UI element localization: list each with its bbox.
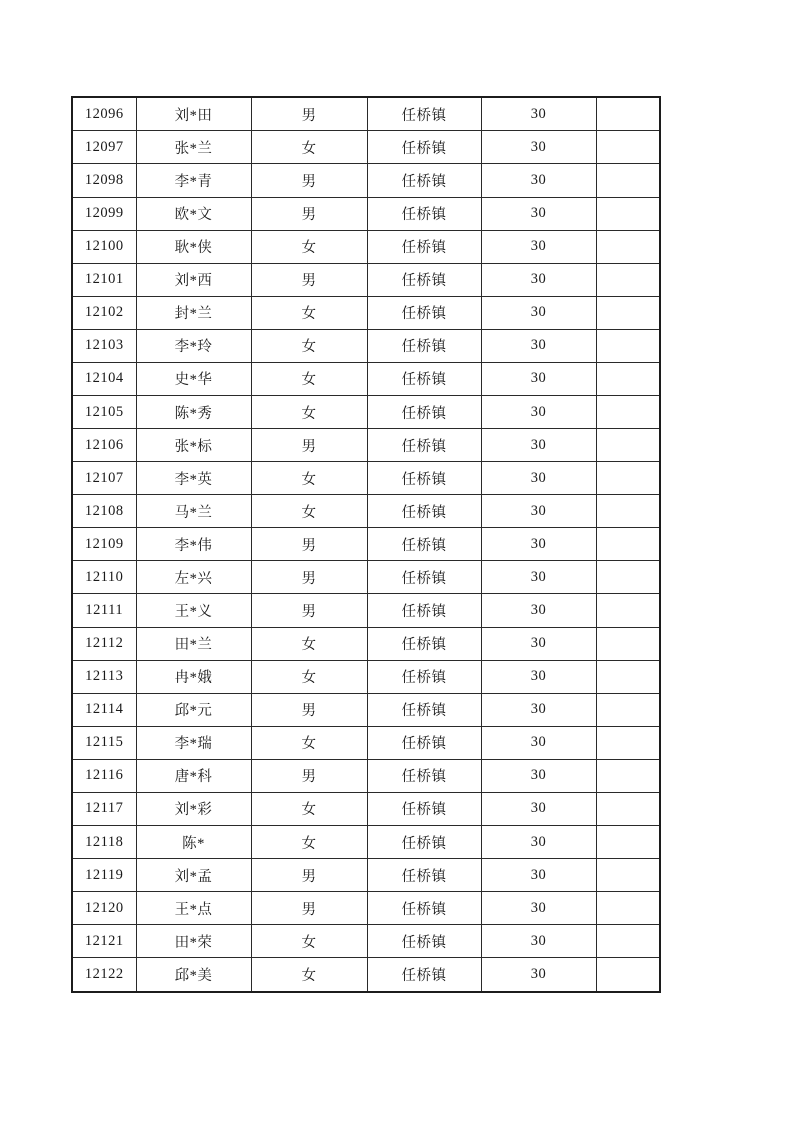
cell-name: 邱*美 — [136, 958, 251, 992]
table-row — [72, 627, 660, 660]
table-row — [72, 958, 660, 992]
cell-town: 任桥镇 — [367, 958, 481, 992]
cell-gender: 女 — [251, 362, 367, 395]
cell-name: 张*兰 — [136, 131, 251, 164]
cell-town: 任桥镇 — [367, 462, 481, 495]
cell-name: 史*华 — [136, 362, 251, 395]
cell-name: 田*兰 — [136, 627, 251, 660]
cell-blank — [596, 329, 660, 362]
table-row — [72, 495, 660, 528]
cell-id: 12108 — [72, 495, 136, 528]
cell-blank — [596, 197, 660, 230]
cell-blank — [596, 131, 660, 164]
cell-id: 12120 — [72, 892, 136, 925]
table-row — [72, 164, 660, 197]
cell-gender: 女 — [251, 296, 367, 329]
table-row — [72, 263, 660, 296]
cell-id: 12113 — [72, 660, 136, 693]
cell-blank — [596, 693, 660, 726]
cell-town: 任桥镇 — [367, 230, 481, 263]
table-row — [72, 230, 660, 263]
cell-town: 任桥镇 — [367, 925, 481, 958]
cell-town: 任桥镇 — [367, 495, 481, 528]
cell-town: 任桥镇 — [367, 859, 481, 892]
cell-blank — [596, 660, 660, 693]
cell-gender: 女 — [251, 660, 367, 693]
cell-gender: 女 — [251, 230, 367, 263]
table-row — [72, 561, 660, 594]
cell-gender: 女 — [251, 726, 367, 759]
cell-name: 李*英 — [136, 462, 251, 495]
cell-id: 12099 — [72, 197, 136, 230]
cell-blank — [596, 296, 660, 329]
cell-id: 12119 — [72, 859, 136, 892]
table-row — [72, 594, 660, 627]
cell-town: 任桥镇 — [367, 792, 481, 825]
cell-value: 30 — [481, 97, 596, 131]
cell-value: 30 — [481, 627, 596, 660]
cell-name: 王*点 — [136, 892, 251, 925]
cell-id: 12122 — [72, 958, 136, 992]
cell-blank — [596, 528, 660, 561]
cell-town: 任桥镇 — [367, 362, 481, 395]
cell-gender: 女 — [251, 958, 367, 992]
cell-value: 30 — [481, 726, 596, 759]
cell-blank — [596, 792, 660, 825]
cell-name: 耿*侠 — [136, 230, 251, 263]
cell-gender: 女 — [251, 792, 367, 825]
cell-town: 任桥镇 — [367, 759, 481, 792]
cell-town: 任桥镇 — [367, 197, 481, 230]
table-row — [72, 329, 660, 362]
cell-value: 30 — [481, 792, 596, 825]
table-row — [72, 296, 660, 329]
cell-value: 30 — [481, 495, 596, 528]
cell-blank — [596, 759, 660, 792]
cell-id: 12102 — [72, 296, 136, 329]
table-row — [72, 395, 660, 428]
cell-gender: 女 — [251, 495, 367, 528]
cell-town: 任桥镇 — [367, 164, 481, 197]
cell-value: 30 — [481, 594, 596, 627]
cell-blank — [596, 395, 660, 428]
cell-blank — [596, 958, 660, 992]
cell-value: 30 — [481, 825, 596, 858]
cell-town: 任桥镇 — [367, 329, 481, 362]
cell-name: 张*标 — [136, 429, 251, 462]
table-row — [72, 362, 660, 395]
cell-gender: 男 — [251, 528, 367, 561]
cell-gender: 女 — [251, 825, 367, 858]
cell-gender: 女 — [251, 131, 367, 164]
cell-blank — [596, 462, 660, 495]
table-row — [72, 726, 660, 759]
cell-value: 30 — [481, 958, 596, 992]
cell-id: 12106 — [72, 429, 136, 462]
cell-town: 任桥镇 — [367, 429, 481, 462]
cell-name: 马*兰 — [136, 495, 251, 528]
cell-gender: 男 — [251, 164, 367, 197]
cell-id: 12098 — [72, 164, 136, 197]
table-row — [72, 429, 660, 462]
cell-id: 12116 — [72, 759, 136, 792]
cell-gender: 男 — [251, 561, 367, 594]
cell-value: 30 — [481, 197, 596, 230]
cell-town: 任桥镇 — [367, 693, 481, 726]
roster-table — [71, 96, 661, 993]
cell-name: 刘*孟 — [136, 859, 251, 892]
cell-name: 冉*娥 — [136, 660, 251, 693]
cell-town: 任桥镇 — [367, 561, 481, 594]
cell-town: 任桥镇 — [367, 97, 481, 131]
cell-value: 30 — [481, 859, 596, 892]
cell-id: 12103 — [72, 329, 136, 362]
cell-blank — [596, 561, 660, 594]
cell-gender: 男 — [251, 197, 367, 230]
cell-name: 王*义 — [136, 594, 251, 627]
cell-value: 30 — [481, 528, 596, 561]
cell-town: 任桥镇 — [367, 627, 481, 660]
cell-blank — [596, 362, 660, 395]
cell-value: 30 — [481, 329, 596, 362]
cell-id: 12111 — [72, 594, 136, 627]
cell-id: 12115 — [72, 726, 136, 759]
cell-name: 欧*文 — [136, 197, 251, 230]
table-row — [72, 197, 660, 230]
cell-gender: 男 — [251, 892, 367, 925]
cell-blank — [596, 925, 660, 958]
cell-gender: 女 — [251, 395, 367, 428]
cell-town: 任桥镇 — [367, 528, 481, 561]
cell-gender: 女 — [251, 925, 367, 958]
cell-value: 30 — [481, 759, 596, 792]
cell-blank — [596, 97, 660, 131]
cell-name: 李*青 — [136, 164, 251, 197]
cell-name: 刘*田 — [136, 97, 251, 131]
cell-blank — [596, 164, 660, 197]
cell-town: 任桥镇 — [367, 296, 481, 329]
cell-town: 任桥镇 — [367, 594, 481, 627]
cell-id: 12100 — [72, 230, 136, 263]
table-row — [72, 528, 660, 561]
cell-id: 12109 — [72, 528, 136, 561]
cell-gender: 女 — [251, 627, 367, 660]
table-row — [72, 825, 660, 858]
cell-value: 30 — [481, 164, 596, 197]
cell-blank — [596, 825, 660, 858]
cell-blank — [596, 263, 660, 296]
cell-name: 唐*科 — [136, 759, 251, 792]
table-row — [72, 925, 660, 958]
cell-blank — [596, 495, 660, 528]
cell-blank — [596, 429, 660, 462]
cell-value: 30 — [481, 693, 596, 726]
cell-blank — [596, 726, 660, 759]
table-row — [72, 792, 660, 825]
cell-gender: 男 — [251, 263, 367, 296]
cell-id: 12121 — [72, 925, 136, 958]
cell-id: 12107 — [72, 462, 136, 495]
cell-gender: 男 — [251, 429, 367, 462]
cell-id: 12105 — [72, 395, 136, 428]
cell-blank — [596, 230, 660, 263]
cell-value: 30 — [481, 660, 596, 693]
cell-blank — [596, 892, 660, 925]
cell-name: 封*兰 — [136, 296, 251, 329]
cell-gender: 男 — [251, 97, 367, 131]
cell-gender: 男 — [251, 693, 367, 726]
cell-name: 刘*彩 — [136, 792, 251, 825]
cell-town: 任桥镇 — [367, 263, 481, 296]
cell-value: 30 — [481, 429, 596, 462]
cell-name: 田*荣 — [136, 925, 251, 958]
table-row — [72, 660, 660, 693]
cell-name: 李*伟 — [136, 528, 251, 561]
cell-id: 12104 — [72, 362, 136, 395]
cell-id: 12101 — [72, 263, 136, 296]
cell-id: 12096 — [72, 97, 136, 131]
cell-value: 30 — [481, 131, 596, 164]
cell-gender: 女 — [251, 329, 367, 362]
cell-name: 陈*秀 — [136, 395, 251, 428]
cell-town: 任桥镇 — [367, 726, 481, 759]
roster-table-body — [72, 97, 660, 992]
table-row — [72, 859, 660, 892]
table-row — [72, 97, 660, 131]
cell-id: 12117 — [72, 792, 136, 825]
cell-value: 30 — [481, 925, 596, 958]
cell-value: 30 — [481, 462, 596, 495]
cell-name: 邱*元 — [136, 693, 251, 726]
cell-blank — [596, 859, 660, 892]
cell-id: 12097 — [72, 131, 136, 164]
cell-value: 30 — [481, 296, 596, 329]
cell-town: 任桥镇 — [367, 131, 481, 164]
cell-value: 30 — [481, 230, 596, 263]
cell-gender: 女 — [251, 462, 367, 495]
cell-value: 30 — [481, 395, 596, 428]
cell-gender: 男 — [251, 759, 367, 792]
cell-name: 刘*西 — [136, 263, 251, 296]
cell-id: 12114 — [72, 693, 136, 726]
table-row — [72, 892, 660, 925]
cell-town: 任桥镇 — [367, 825, 481, 858]
table-row — [72, 759, 660, 792]
cell-name: 陈* — [136, 825, 251, 858]
cell-blank — [596, 594, 660, 627]
cell-value: 30 — [481, 892, 596, 925]
cell-name: 李*玲 — [136, 329, 251, 362]
cell-gender: 男 — [251, 594, 367, 627]
cell-name: 李*瑞 — [136, 726, 251, 759]
cell-blank — [596, 627, 660, 660]
cell-town: 任桥镇 — [367, 892, 481, 925]
cell-town: 任桥镇 — [367, 395, 481, 428]
cell-town: 任桥镇 — [367, 660, 481, 693]
cell-id: 12118 — [72, 825, 136, 858]
cell-gender: 男 — [251, 859, 367, 892]
cell-name: 左*兴 — [136, 561, 251, 594]
cell-value: 30 — [481, 561, 596, 594]
table-row — [72, 693, 660, 726]
table-row — [72, 462, 660, 495]
table-row — [72, 131, 660, 164]
cell-value: 30 — [481, 362, 596, 395]
cell-value: 30 — [481, 263, 596, 296]
cell-id: 12110 — [72, 561, 136, 594]
cell-id: 12112 — [72, 627, 136, 660]
